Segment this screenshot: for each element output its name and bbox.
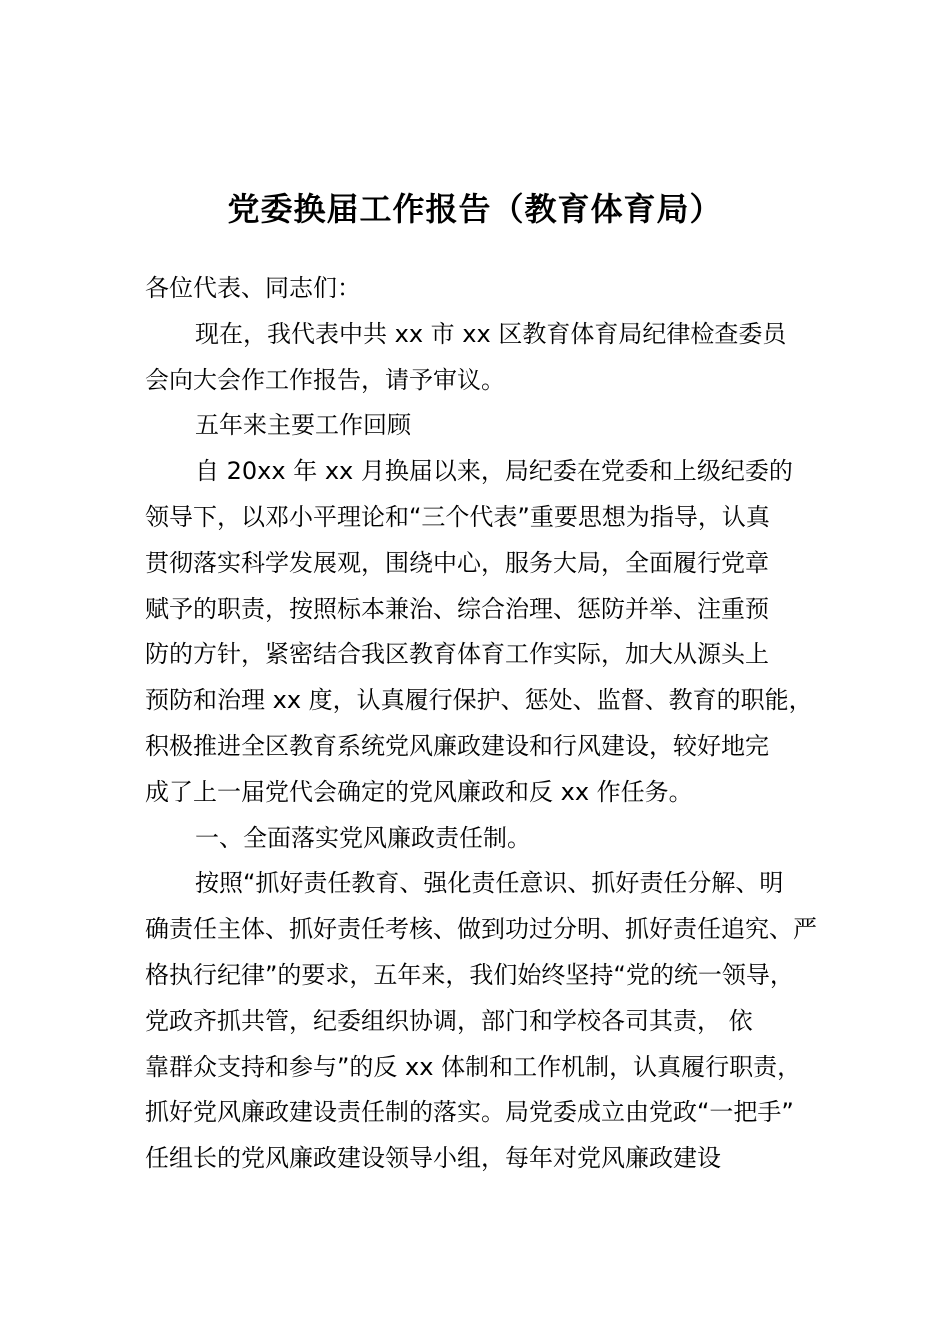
- body-line: 格执行纪律”的要求，五年来，我们始终坚持“党的统一领导，: [145, 960, 794, 989]
- body-line: 确责任主体、抓好责任考核、做到功过分明、抓好责任追究、严: [145, 915, 817, 944]
- body-line: 领导下，以邓小平理论和“三个代表”重要思想为指导，认真: [145, 502, 770, 531]
- body-line: 各位代表、同志们：: [145, 274, 361, 302]
- body-line: 防的方针，紧密结合我区教育体育工作实际，加大从源头上: [145, 640, 769, 669]
- body-line: 积极推进全区教育系统党风廉政建设和行风建设，较好地完: [145, 731, 769, 760]
- body-line: 靠群众支持和参与”的反 xx 体制和工作机制，认真履行职责，: [145, 1052, 802, 1081]
- body-line: 抓好党风廉政建设责任制的落实。局党委成立由党政“一把手”: [145, 1098, 794, 1127]
- document-title: 党委换届工作报告（教育体育局）: [227, 190, 723, 228]
- body-line: 会向大会作工作报告，请予审议。: [145, 365, 505, 394]
- body-line: 贯彻落实科学发展观，围绕中心，服务大局，全面履行党章: [145, 548, 769, 577]
- document-body: [145, 266, 835, 1182]
- section-heading: 一、全面落实党风廉政责任制。: [195, 823, 531, 852]
- body-line: 任组长的党风廉政建设领导小组，每年对党风廉政建设: [145, 1144, 721, 1173]
- body-line: 预防和治理 xx 度，认真履行保护、惩处、监督、教育的职能，: [145, 686, 813, 715]
- body-line: 成了上一届党代会确定的党风廉政和反 xx 作任务。: [145, 777, 693, 806]
- body-line: 党政齐抓共管，纪委组织协调，部门和学校各司其责， 依: [145, 1006, 753, 1035]
- body-line: 现在，我代表中共 xx 市 xx 区教育体育局纪律检查委员: [195, 319, 787, 348]
- section-heading: 五年来主要工作回顾: [195, 411, 411, 440]
- body-line: 赋予的职责，按照标本兼治、综合治理、惩防并举、注重预: [145, 594, 769, 623]
- body-line: 自 20xx 年 xx 月换届以来，局纪委在党委和上级纪委的: [195, 457, 793, 486]
- body-line: 按照“抓好责任教育、强化责任意识、抓好责任分解、明: [195, 869, 784, 898]
